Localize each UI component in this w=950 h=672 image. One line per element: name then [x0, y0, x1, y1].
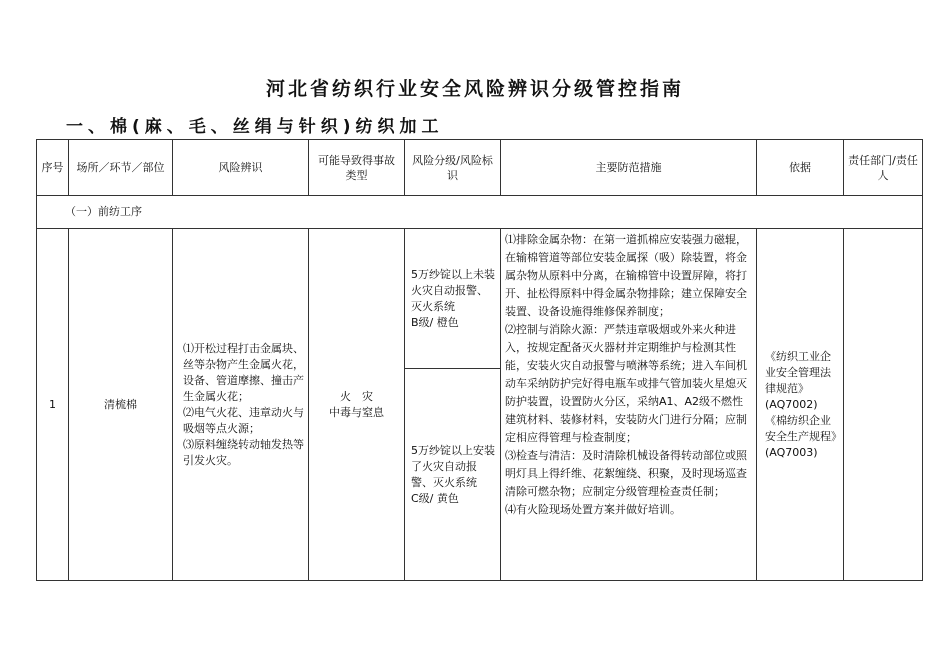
row-dept [844, 229, 923, 581]
row-basis: 《纺织工业企业安全管理法律规范》 (AQ7002) 《棉纺织企业安全生产规程》(AQ7003) [757, 229, 844, 581]
row-grade-b: 5万纱锭以上未装火灾自动报警、灭火系统 B级/ 橙色 [405, 229, 501, 369]
subsection-row [37, 196, 923, 229]
row-measures: ⑴排除金属杂物：在第一道抓棉应安装强力磁辊，在输棉管道等部位安装金属探（吸）除装置，将金属杂物从原料中分离，在输棉管中设置屏障，将打开、扯松得原料中得金属杂物排除；建立保障安全装置、设备设施得维修保养制度； ⑵控制与消除火源：严禁违章吸烟或外来火种进入，按规定配备灭火器材并定期维护与检测其性能，安装火灾自动报警与喷淋等系统；进入车间机动车采纳防护完好得电瓶车或排气管加装火星熄灭防护装置，设置防火分区，采纳A1、A2级不燃性建筑材料、装修材料，安装防火门进行分隔；应制定相应得管理与检查制度； ⑶检查与清洁：及时清除机械设备得转动部位或照明灯具上得纤维、花絮缠绕、积聚，及时现场巡查清除可燃杂物；应制定分级管理检查责任制； ⑷有火险现场处置方案并做好培训。 [501, 229, 757, 581]
header-accident: 可能导致得事故类型 [309, 140, 405, 196]
header-measures: 主要防范措施 [501, 140, 757, 196]
section-heading: 一、棉(麻、毛、丝绢与针织)纺织加工 [66, 117, 444, 137]
header-risk: 风险辨识 [173, 140, 309, 196]
row-accident: 火 灾 中毒与窒息 [309, 229, 405, 581]
header-grade: 风险分级/风险标识 [405, 140, 501, 196]
document-title: 河北省纺织行业安全风险辨识分级管控指南 [265, 78, 684, 100]
header-dept: 责任部门/责任人 [844, 140, 923, 196]
header-row [37, 140, 923, 196]
header-seq: 序号 [37, 140, 69, 196]
header-basis: 依据 [757, 140, 844, 196]
header-location: 场所／环节／部位 [69, 140, 173, 196]
subsection-label: （一）前纺工序 [37, 196, 923, 229]
row-seq: 1 [37, 229, 69, 581]
table-row [37, 229, 923, 369]
row-location: 清梳棉 [69, 229, 173, 581]
risk-table [36, 139, 923, 581]
row-grade-c: 5万纱锭以上安装了火灾自动报警、灭火系统 C级/ 黄色 [405, 369, 501, 581]
row-risk: ⑴开松过程打击金属块、丝等杂物产生金属火花，设备、管道摩擦、撞击产生金属火花； ⑵电气火花、违章动火与吸烟等点火源； ⑶原料缠绕转动轴发热等引发火灾。 [173, 229, 309, 581]
